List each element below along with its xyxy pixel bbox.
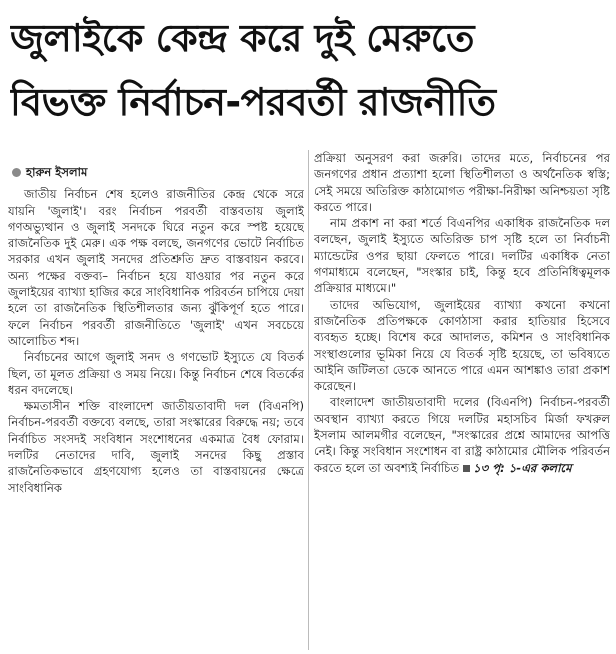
paragraph: ক্ষমতাসীন শক্তি বাংলাদেশ জাতীয়তাবাদী দল (বিএনপি) নির্বাচন-পরবর্তী বক্তব্যে বলছে, তারা সংস্কারের বিরুদ্ধে নয়; তবে নির্বাচিত সংসদই সংবিধান সংশোধনের একমাত্র বৈধ ফোরাম। দলটির নেতাদের দাবি, জুলাই সনদের কিছু প্রস্তাব রাজনৈতিকভাবে গ্রহণযোগ্য হলেও তা বাস্তবায়নের ক্ষেত্রে সাংবিধানিক bbox=[8, 399, 304, 495]
headline-line-1: জুলাইকে কেন্দ্র করে দুই মেরুতে bbox=[10, 16, 475, 60]
left-column bbox=[8, 150, 304, 650]
continuation-square-icon bbox=[463, 465, 470, 472]
byline-bullet-icon bbox=[12, 168, 21, 177]
right-column bbox=[314, 150, 610, 650]
paragraph: নাম প্রকাশ না করা শর্তে বিএনপির একাধিক রাজনৈতিক দল বলছেন, জুলাই ইস্যুতে অতিরিক্ত চাপ সৃষ্টি হলে তা নির্বাচনী ম্যান্ডেটের ওপর ছায়া ফেলতে পারে। দলটির একাধিক নেতা গণমাধ্যমে বলেছেন, "সংস্কার চাই, কিন্তু হবে প্রতিনিধিত্বমূলক প্রক্রিয়ার মাধ্যমে।" bbox=[314, 216, 610, 296]
paragraph: বাংলাদেশ জাতীয়তাবাদী দলের (বিএনপি) নির্বাচন-পরবর্তী অবস্থান ব্যাখ্যা করতে গিয়ে দলটির মহাসচিব মির্জা ফখরুল ইসলাম আলমগীর বলেছেন, "সংস্কারের প্রশ্নে আমাদের আপত্তি নেই। কিন্তু সংবিধান সংশোধন বা রাষ্ট্র কাঠামোর মৌলিক পরিবর্তন করতে হলে তা অবশ্যই নির্বাচিত bbox=[314, 395, 610, 475]
continuation-link[interactable]: ১৩ পৃ: ১-এর কলামে bbox=[473, 460, 572, 475]
column-divider bbox=[308, 150, 309, 650]
paragraph: জাতীয় নির্বাচন শেষ হলেও রাজনীতির কেন্দ্র থেকে সরে যায়নি 'জুলাই'। বরং নির্বাচন পরবর্তী বাস্তবতায় জুলাই গণঅভ্যুত্থান ও জুলাই সনদকে ঘিরে নতুন করে স্পষ্ট হয়েছে রাজনৈতিক দুই মেরু। এক পক্ষ বলছে, জনগণের ভোটে নির্বাচিত সরকার এখন জুলাই সনদের প্রতিশ্রুতি দ্রুত বাস্তবায়ন করবে। অন্য পক্ষের বক্তব্য– নির্বাচন হয়ে যাওয়ার পর নতুন করে জুলাইয়ের ব্যাখ্যা হাজির করে সাংবিধানিক পরিবর্তন চাপিয়ে দেয়া হলে তা রাজনৈতিক স্থিতিশীলতার জন্য ঝুঁকিপূর্ণ হতে পারে। ফলে নির্বাচন পরবর্তী রাজনীতিতে 'জুলাই' এখন সবচেয়ে আলোচিত শব্দ। bbox=[8, 187, 304, 348]
paragraph-final bbox=[314, 394, 610, 475]
byline bbox=[12, 164, 304, 180]
paragraph: প্রক্রিয়া অনুসরণ করা জরুরি। তাদের মতে, নির্বাচনের পর জনগণের প্রধান প্রত্যাশা হলো স্থিতিশীলতা ও অর্থনৈতিক স্বস্তি; সেই সময়ে অতিরিক্ত কাঠামোগত পরীক্ষা-নিরীক্ষা অনিশ্চয়তা সৃষ্টি করতে পারে। bbox=[314, 151, 610, 214]
paragraph: তাদের অভিযোগ, জুলাইয়ের ব্যাখ্যা কখনো কখনো রাজনৈতিক প্রতিপক্ষকে কোণঠাসা করার হাতিয়ার হিসেবে ব্যবহৃত হচ্ছে। বিশেষ করে আদালত, কমিশন ও সাংবিধানিক সংস্থাগুলোর ভূমিকা নিয়ে যে বিতর্ক সৃষ্টি হয়েছে, তা ভবিষ্যতে আইনি জটিলতা ডেকে আনতে পারে এমন আশঙ্কাও তারা প্রকাশ করেছেন। bbox=[314, 297, 610, 394]
paragraph: নির্বাচনের আগে জুলাই সনদ ও গণভোট ইস্যুতে যে বিতর্ক ছিল, তা মূলত প্রক্রিয়া ও সময় নিয়ে। কিন্তু নির্বাচন শেষে বিতর্কের ধরন বদলেছে। bbox=[8, 350, 304, 397]
headline bbox=[10, 6, 606, 134]
author-name: হারুন ইসলাম bbox=[26, 165, 88, 179]
article-body bbox=[6, 150, 610, 650]
headline-line-2: বিভক্ত নির্বাচন-পরবর্তী রাজনীতি bbox=[10, 80, 496, 124]
